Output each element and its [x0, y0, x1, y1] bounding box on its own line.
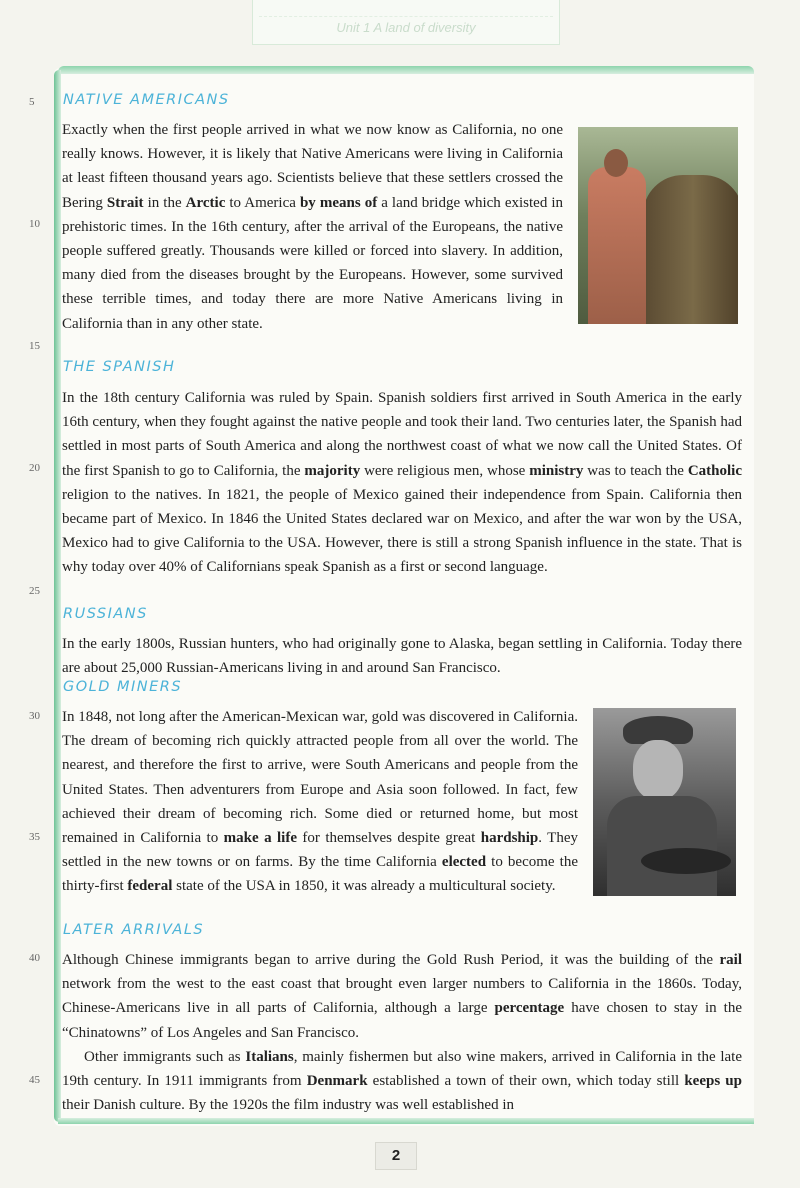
text-run: have chosen to stay in the “Chinatowns” of Los Angeles and San Francisco. [62, 1000, 742, 1041]
page-edge-bottom [58, 1118, 754, 1124]
photo-person [588, 167, 646, 324]
vocab-term: percentage [494, 1000, 565, 1017]
paragraph-gold-miners [62, 705, 578, 899]
line-number: 5 [29, 96, 35, 108]
page-edge-top [58, 66, 754, 74]
section-title-native-americans: NATIVE AMERICANS [63, 92, 230, 108]
paragraph-other-immigrants [62, 1045, 742, 1118]
text-run: to America [225, 194, 300, 211]
vocab-term: Denmark [306, 1073, 368, 1090]
text-run: network from the west to the east coast that brought even larger numbers to California in the 1860s. Today, Chinese-Americans live in all parts of California, although a large [62, 976, 742, 1017]
photo-face [633, 740, 683, 800]
vocab-term: hardship [480, 830, 539, 847]
section-title-spanish: THE SPANISH [63, 359, 176, 375]
text-run: , mainly fishermen but also wine makers, arrived in California in the late 19th century. In 1911 immigrants from [62, 1049, 742, 1090]
paragraph-spanish [62, 386, 742, 580]
line-number: 20 [29, 462, 40, 474]
gold-miner-photo [593, 708, 736, 896]
text-run: were religious men, whose [360, 462, 530, 479]
page-number: 2 [375, 1142, 417, 1170]
text-run: for themselves despite great [297, 830, 481, 847]
text-run: to become the thirty-first [62, 854, 578, 895]
photo-hut [643, 175, 738, 324]
text-run: their Danish culture. By the 1920s the film industry was well established in [62, 1097, 515, 1114]
line-number: 35 [29, 831, 40, 843]
line-number: 30 [29, 710, 40, 722]
photo-head [604, 149, 628, 177]
text-run: Exactly when the first people arrived in what we now know as California, no one really knows. However, it is likely that Native Americans were living in California at least fifteen thousand years ago. Scientists believe that these settlers crossed the Bering [62, 122, 563, 211]
text-run: In the 18th century California was ruled by Spain. Spanish soldiers first arrived in South America in the early 16th century, when they fought against the native people and took their land. Two centuries later, the Spanish had settled in most parts of South America and along the northwest coast of what we now call the United States. Of the first Spanish to go to California, the [62, 390, 742, 479]
paragraph-native-americans [62, 118, 563, 336]
section-title-russians: RUSSIANS [63, 606, 148, 622]
vocab-term: keeps up [684, 1073, 742, 1090]
text-run: . They settled in the new towns or on farms. By the time California [62, 830, 579, 871]
unit-header [252, 0, 560, 45]
vocab-term: elected [441, 854, 487, 871]
photo-body [607, 796, 717, 896]
text-run: was to teach the [583, 462, 688, 479]
vocab-term: ministry [529, 462, 584, 479]
paragraph-later-arrivals [62, 948, 742, 1045]
text-run: Although Chinese immigrants began to arrive during the Gold Rush Period, it was the building of the [62, 952, 720, 968]
photo-gold-pan [641, 848, 731, 874]
section-title-gold-miners: GOLD MINERS [63, 679, 183, 695]
line-number: 10 [29, 218, 40, 230]
text-run: religion to the natives. In 1821, the people of Mexico gained their independence from Spain. California then became part of Mexico. In 1846 the United States declared war on Mexico, and after the war won by the USA, Mexico had to give California to the USA. However, there is still a strong Spanish influence in the state. That is why today over 40% of Californians speak Spanish as a first or second language. [62, 486, 742, 576]
text-run: established a town of their own, which today still [367, 1073, 685, 1090]
vocab-term: Italians [245, 1049, 294, 1065]
vocab-term: majority [304, 462, 361, 479]
unit-title: Unit 1 A land of diversity [336, 20, 476, 35]
page-edge-left [54, 70, 61, 1122]
vocab-term: Strait [106, 194, 144, 211]
line-number: 40 [29, 952, 40, 964]
paragraph-russians: In the early 1800s, Russian hunters, who had originally gone to Alaska, began settling in California. Today there are about 25,000 Russian-Americans living in and around San Francisco. [62, 636, 742, 677]
text-run: In 1848, not long after the American-Mexican war, gold was discovered in California. The dream of becoming rich quickly attracted people from all over the world. The nearest, and therefore the first to arrive, were South Americans and people from the United States. Then adventurers from Europe and Asia soon followed. In fact, few achieved their dream of becoming rich. Some died or returned home, but most remained in California to [62, 709, 578, 847]
text-run: state of the USA in 1850, it was already a multicultural society. [172, 878, 556, 895]
vocab-term: make a life [223, 830, 297, 847]
vocab-term: Catholic [687, 462, 742, 479]
vocab-term: Arctic [185, 194, 226, 211]
vocab-term: rail [719, 952, 742, 968]
text-run: in the [143, 194, 186, 211]
vocab-term: by means of [299, 194, 378, 211]
header-decoration [259, 6, 553, 17]
section-title-later-arrivals: LATER ARRIVALS [63, 922, 205, 938]
line-number: 15 [29, 340, 40, 352]
text-run: a land bridge which existed in prehistoric times. In the 16th century, after the arrival of the Europeans, the native people suffered greatly. Thousands were killed or forced into slavery. In addition, many died from the diseases brought by the Europeans. However, some survived these terrible times, and today there are more Native Americans living in California than in any other state. [62, 194, 564, 332]
vocab-term: federal [127, 878, 173, 895]
line-number: 45 [29, 1074, 40, 1086]
text-run: Other immigrants such as [84, 1049, 246, 1065]
native-american-photo [578, 127, 738, 324]
line-number: 25 [29, 585, 40, 597]
